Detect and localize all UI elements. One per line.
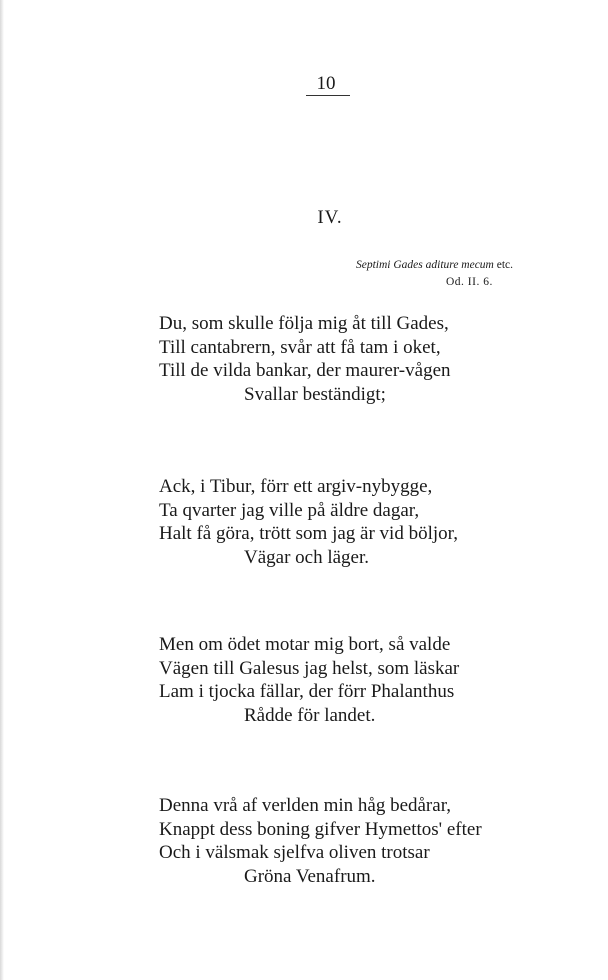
epigraph-etc: etc. [496, 259, 514, 271]
stanza-4 [159, 794, 482, 888]
verse-line-adonic: Gröna Venafrum. [244, 865, 376, 887]
epigraph [356, 258, 566, 273]
verse-line: Och i välsmak sjelfva oliven trotsar [159, 842, 430, 863]
scan-edge-shadow [0, 0, 4, 980]
verse-line: Ta qvarter jag ville på äldre dagar, [159, 499, 420, 521]
epigraph-source: Od. II. 6. [446, 276, 493, 288]
verse-line: Men om ödet motar mig bort, så valde [159, 634, 451, 655]
verse-line: Halt få göra, trött som jag är vid böljor, [159, 523, 458, 544]
verse-line: Knappt dess boning gifver Hymettos' efter [159, 818, 482, 840]
page-number-rule [306, 95, 350, 96]
section-numeral: IV. [317, 207, 343, 228]
verse-line: Till cantabrern, svår att få tam i oket, [159, 336, 441, 358]
verse-line: Du, som skulle följa mig åt till Gades, [159, 313, 449, 334]
stanza-1 [159, 312, 451, 406]
epigraph-latin: Septimi Gades aditure mecum [356, 259, 494, 271]
verse-line: Denna vrå af verlden min håg bedårar, [159, 795, 452, 816]
verse-line: Lam i tjocka fällar, der förr Phalanthus [159, 681, 455, 702]
stanza-3 [159, 633, 459, 727]
verse-line: Ack, i Tibur, förr ett argiv-nybygge, [159, 476, 433, 497]
page-number: 10 [316, 73, 336, 94]
verse-line: Till de vilda bankar, der maurer-vågen [159, 360, 451, 381]
verse-line-adonic: Svallar beständigt; [244, 383, 386, 405]
verse-line: Vägen till Galesus jag helst, som läskar [159, 657, 460, 679]
verse-line-adonic: Vägar och läger. [244, 546, 370, 568]
stanza-2 [159, 475, 458, 569]
verse-line-adonic: Rådde för landet. [244, 704, 376, 726]
